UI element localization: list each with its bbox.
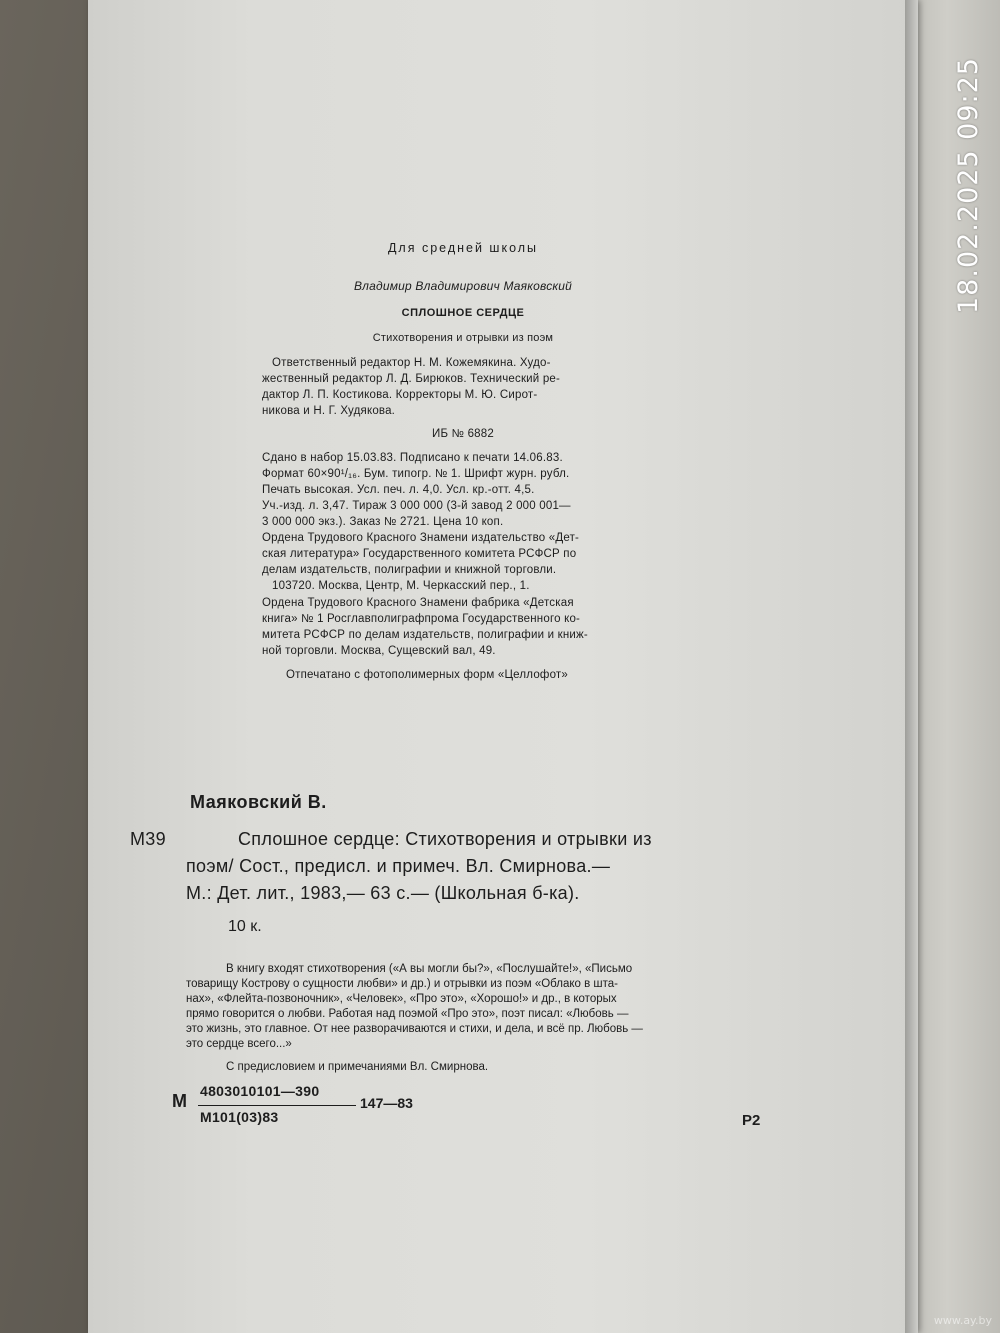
production-line: книга» № 1 Росглавполиграфпрома Государственного ко- — [262, 613, 581, 625]
page-edge-shadow — [905, 0, 919, 1333]
annotation-line: нах», «Флейта-позвоночник», «Человек», «Про это», «Хорошо!» и др., в которых — [186, 993, 617, 1005]
editors-line: дактор Л. П. Костикова. Корректоры М. Ю. Сирот- — [262, 389, 538, 401]
book-page — [88, 0, 918, 1333]
production-line: делам издательств, полиграфии и книжной торговли. — [262, 564, 557, 576]
production-line: Ордена Трудового Красного Знамени издательство «Дет- — [262, 532, 580, 544]
production-line: Сдано в набор 15.03.83. Подписано к печати 14.06.83. — [262, 452, 563, 464]
catalog-line: поэм/ Сост., предисл. и примеч. Вл. Смирнова.— — [186, 856, 611, 876]
annotation-line: В книгу входят стихотворения («А вы могли бы?», «Послушайте!», «Письмо — [226, 963, 633, 975]
timestamp-text: 18.02.2025 09:25 — [952, 56, 984, 314]
timestamp-overlay — [948, 40, 988, 330]
production-line: Ордена Трудового Красного Знамени фабрика «Детская — [262, 597, 574, 609]
annotation-line: это жизнь, это главное. От нее разворачиваются и стихи, и дела, и всё пр. Любовь — — [186, 1023, 643, 1035]
catalog-heading: Маяковский В. — [190, 792, 327, 812]
code-top: 4803010101—390 — [200, 1083, 320, 1099]
book-subtitle: Стихотворения и отрывки из поэм — [372, 332, 554, 344]
production-line: Формат 60×90¹/₁₆. Бум. типогр. № 1. Шрифт журн. рубл. — [262, 468, 570, 480]
production-line: ская литература» Государственного комитета РСФСР по — [262, 548, 577, 560]
production-line: 3 000 000 экз.). Заказ № 2721. Цена 10 коп. — [262, 516, 504, 528]
catalog-line: М.: Дет. лит., 1983,— 63 с.— (Школьная б-ка). — [186, 883, 580, 903]
code-letter: М — [172, 1091, 187, 1111]
production-line: 103720. Москва, Центр, М. Черкасский пер., 1. — [272, 580, 530, 592]
code-right: 147—83 — [360, 1095, 413, 1111]
catalog-line: Сплошное сердце: Стихотворения и отрывки из — [238, 829, 652, 849]
editors-line: Ответственный редактор Н. М. Кожемякина. Худо- — [272, 357, 551, 369]
book-title: СПЛОШНОЕ СЕРДЦЕ — [401, 307, 525, 319]
catalog-index: М39 — [130, 829, 166, 849]
annotation-line: это сердце всего...» — [186, 1038, 292, 1050]
code-bottom: М101(03)83 — [200, 1109, 279, 1125]
editors-line: никова и Н. Г. Худякова. — [262, 405, 396, 417]
editors-line: жественный редактор Л. Д. Бирюков. Технический ре- — [262, 373, 561, 385]
preface-note: С предисловием и примечаниями Вл. Смирнова. — [226, 1061, 489, 1073]
printed-note: Отпечатано с фотополимерных форм «Целлофот» — [286, 669, 568, 681]
author-name: Владимир Владимирович Маяковский — [353, 279, 573, 293]
annotation-line: товарищу Кострову о сущности любви» и др.) и отрывки из поэм «Облако в шта- — [186, 978, 618, 990]
production-line: Уч.-изд. л. 3,47. Тираж 3 000 000 (3-й завод 2 000 001— — [262, 500, 571, 512]
production-line: ной торговли. Москва, Сущевский вал, 49. — [262, 645, 496, 657]
site-watermark: www.ay.by — [933, 1314, 992, 1327]
ib-number: ИБ № 6882 — [432, 428, 494, 440]
production-line: митета РСФСР по делам издательств, полиграфии и книж- — [262, 629, 588, 641]
code-divider — [198, 1105, 356, 1106]
production-line: Печать высокая. Усл. печ. л. 4,0. Усл. кр.-отт. 4,5. — [262, 484, 535, 496]
class-mark: Р2 — [742, 1112, 761, 1129]
series-label: Для средней школы — [387, 241, 539, 255]
catalog-price: 10 к. — [228, 918, 262, 935]
annotation-line: прямо говорится о любви. Работая над поэмой «Про это», поэт писал: «Любовь — — [186, 1008, 629, 1020]
